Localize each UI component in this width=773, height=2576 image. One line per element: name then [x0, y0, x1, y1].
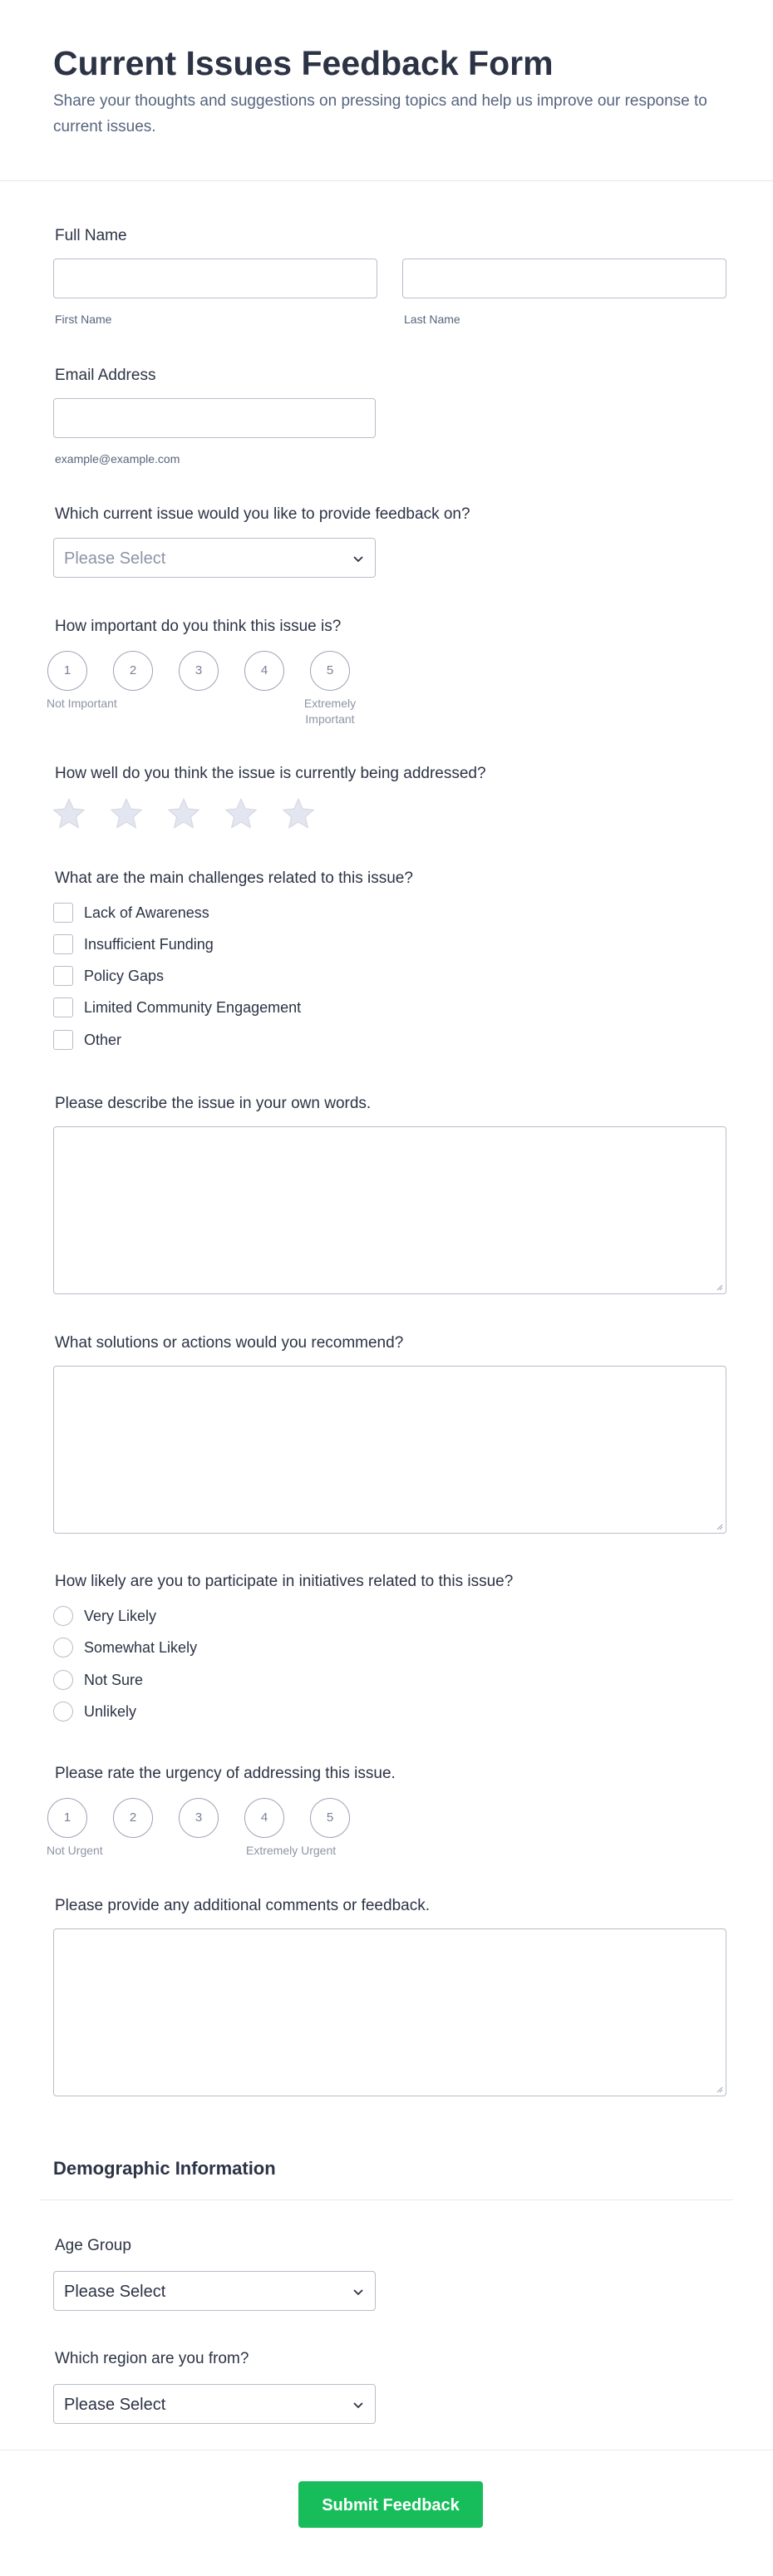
checkbox[interactable] — [53, 997, 73, 1017]
form-header — [0, 0, 773, 181]
radio-button[interactable] — [53, 1670, 73, 1690]
challenge-option-label: Lack of Awareness — [84, 904, 209, 921]
importance-min-caption: Not Important — [47, 697, 117, 710]
last-name-input[interactable] — [402, 259, 726, 298]
participation-option-label: Not Sure — [84, 1672, 144, 1688]
radio-button[interactable] — [53, 1702, 73, 1721]
chevron-down-icon — [352, 552, 365, 565]
urgency-option-5[interactable]: 5 — [310, 1798, 350, 1838]
chevron-down-icon — [352, 2398, 365, 2411]
checkbox[interactable] — [53, 903, 73, 923]
demographics-heading: Demographic Information — [53, 2158, 276, 2179]
describe-label: Please describe the issue in your own words. — [55, 1095, 372, 1112]
participation-option-label: Very Likely — [84, 1608, 157, 1624]
star-icon-1[interactable] — [52, 796, 86, 831]
participation-label: How likely are you to participate in initiatives related to this issue? — [55, 1573, 514, 1590]
urgency-label: Please rate the urgency of addressing this issue. — [55, 1765, 396, 1782]
checkbox[interactable] — [53, 1030, 73, 1050]
region-select[interactable] — [53, 2384, 376, 2424]
urgency-option-3[interactable]: 3 — [179, 1798, 219, 1838]
region-select-value: Please Select — [64, 2396, 166, 2414]
issue-select[interactable] — [53, 538, 376, 578]
chevron-down-icon — [352, 2285, 365, 2298]
email-sublabel: example@example.com — [55, 452, 180, 465]
form-subtitle: Share your thoughts and suggestions on pressing topics and help us improve our response to current issues. — [53, 92, 707, 135]
radio-button[interactable] — [53, 1606, 73, 1626]
first-name-input[interactable] — [53, 259, 377, 298]
urgency-option-2[interactable]: 2 — [113, 1798, 153, 1838]
challenge-option-label: Other — [84, 1032, 122, 1048]
importance-max-caption: Extremely Important — [303, 697, 357, 726]
solutions-textarea[interactable] — [53, 1366, 726, 1534]
email-input[interactable] — [53, 398, 376, 438]
age-group-select[interactable] — [53, 2271, 376, 2311]
solutions-label: What solutions or actions would you recommend? — [55, 1334, 404, 1352]
importance-option-3[interactable]: 3 — [179, 651, 219, 691]
comments-label: Please provide any additional comments or feedback. — [55, 1897, 430, 1914]
urgency-max-caption: Extremely Urgent — [246, 1844, 337, 1857]
full-name-label: Full Name — [55, 227, 127, 244]
importance-option-1[interactable]: 1 — [47, 651, 87, 691]
challenge-option-label: Insufficient Funding — [84, 936, 214, 953]
resize-grip-icon[interactable] — [715, 2085, 723, 2093]
importance-option-4[interactable]: 4 — [244, 651, 284, 691]
issue-select-value: Please Select — [64, 549, 166, 568]
importance-label: How important do you think this issue is? — [55, 618, 342, 635]
challenge-option-label: Limited Community Engagement — [84, 999, 302, 1016]
star-icon-4[interactable] — [224, 796, 258, 831]
urgency-option-1[interactable]: 1 — [47, 1798, 87, 1838]
star-icon-5[interactable] — [281, 796, 316, 831]
star-icon-2[interactable] — [109, 796, 144, 831]
star-icon-3[interactable] — [166, 796, 201, 831]
resize-grip-icon[interactable] — [715, 1522, 723, 1530]
challenge-option-label: Policy Gaps — [84, 968, 165, 984]
checkbox[interactable] — [53, 966, 73, 986]
last-name-sublabel: Last Name — [404, 313, 460, 326]
describe-textarea[interactable] — [53, 1126, 726, 1294]
participation-option-label: Unlikely — [84, 1703, 137, 1720]
age-group-label: Age Group — [55, 2237, 131, 2254]
region-label: Which region are you from? — [55, 2350, 249, 2367]
form-title: Current Issues Feedback Form — [53, 44, 554, 82]
resize-grip-icon[interactable] — [715, 1283, 723, 1291]
urgency-min-caption: Not Urgent — [47, 1844, 103, 1857]
importance-option-5[interactable]: 5 — [310, 651, 350, 691]
section-divider — [40, 2199, 733, 2200]
importance-option-2[interactable]: 2 — [113, 651, 153, 691]
issue-label: Which current issue would you like to provide feedback on? — [55, 505, 470, 523]
age-group-select-value: Please Select — [64, 2283, 166, 2301]
participation-option-label: Somewhat Likely — [84, 1639, 198, 1656]
email-label: Email Address — [55, 367, 156, 384]
urgency-option-4[interactable]: 4 — [244, 1798, 284, 1838]
submit-feedback-button[interactable]: Submit Feedback — [298, 2481, 483, 2528]
radio-button[interactable] — [53, 1638, 73, 1657]
checkbox[interactable] — [53, 934, 73, 954]
comments-textarea[interactable] — [53, 1928, 726, 2096]
first-name-sublabel: First Name — [55, 313, 112, 326]
challenges-label: What are the main challenges related to this issue? — [55, 869, 413, 887]
addressed-label: How well do you think the issue is currently being addressed? — [55, 765, 486, 782]
